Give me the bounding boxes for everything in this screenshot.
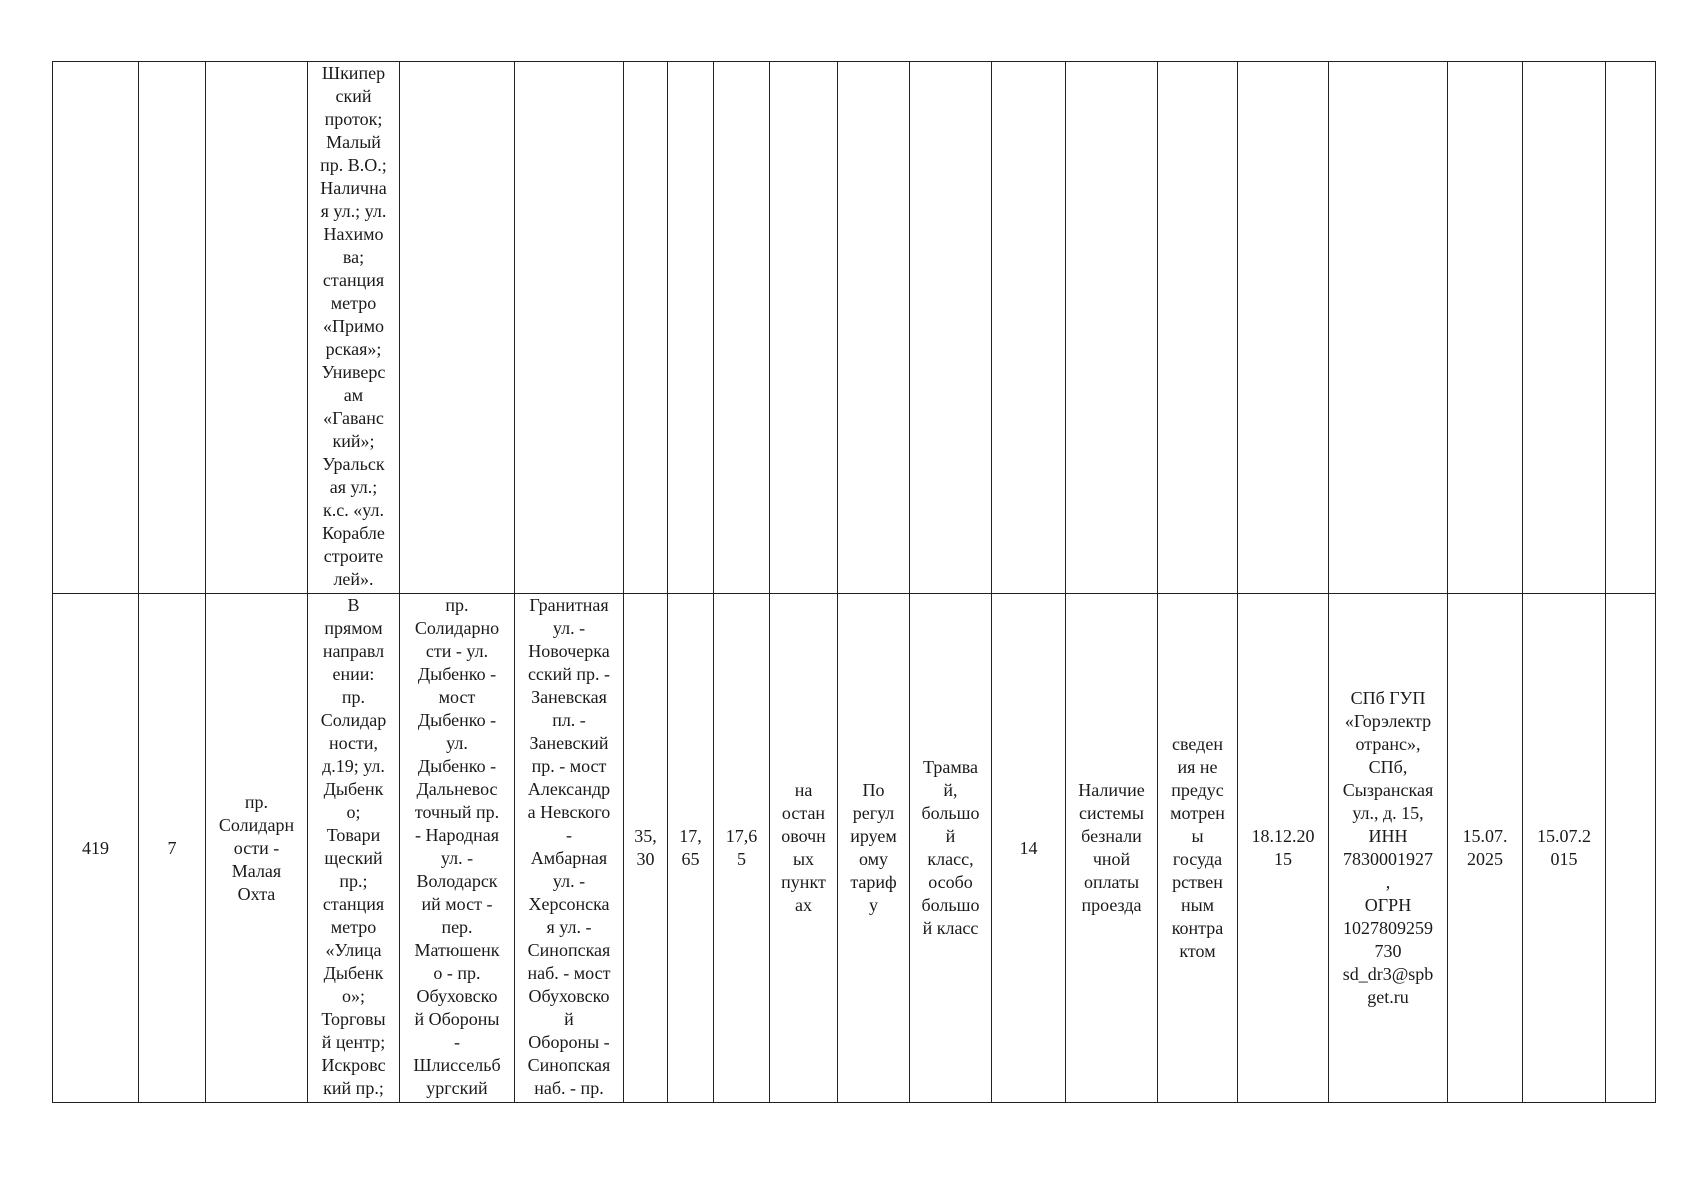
table-row (53, 62, 1656, 594)
cell-contract-date: 15.07.2 015 (1523, 594, 1606, 1103)
cell-route-number: 7 (139, 594, 206, 1103)
cell-length-total: 35, 30 (624, 594, 668, 1103)
cell-carrier: СПб ГУП «Горэлектр отранс», СПб, Сызранская ул., д. 15, ИНН 7830001927 , ОГРН 1027809259 730 sd_dr3@spb get.ru (1329, 594, 1448, 1103)
cell-extra (1606, 594, 1656, 1103)
cell-boarding-order: на остан овочн ых пункт ах (770, 594, 838, 1103)
cell-contract-info (1158, 62, 1238, 594)
cell-stops: Шкипер ский проток; Малый пр. В.О.; Налична я ул.; ул. Нахимо ва; станция метро «Примо рская»; Универс ам «Гаванс кий»; Уральск ая ул.; к.с. «ул. Корабле строите лей». (308, 62, 400, 594)
cell-stops: В прямом направл ении: пр. Солидар ности, д.19; ул. Дыбенк о; Товари щеский пр.; станция метро «Улица Дыбенк о»; Торговы й центр; Искровс кий пр.; (308, 594, 400, 1103)
route-register-table (52, 61, 1656, 1103)
cell-tariff-type: По регул ируем ому тариф у (838, 594, 910, 1103)
cell-length-total (624, 62, 668, 594)
cell-start-date (1238, 62, 1329, 594)
cell-vehicle-type-class (910, 62, 992, 594)
cell-length-forward: 17, 65 (668, 594, 714, 1103)
table-row (53, 594, 1656, 1103)
cell-vehicle-characteristics: Наличие системы безнали чной оплаты проезда (1066, 594, 1158, 1103)
cell-vehicle-characteristics (1066, 62, 1158, 594)
cell-tariff-type (838, 62, 910, 594)
cell-length-backward: 17,6 5 (714, 594, 770, 1103)
cell-route-name: пр. Солидарн ости - Малая Охта (206, 594, 308, 1103)
cell-streets-forward: пр. Солидарно сти - ул. Дыбенко - мост Дыбенко - ул. Дыбенко - Дальневос точный пр. - Народная ул. - Володарск ий мост - пер. Матюшенк о - пр. Обуховско й Обороны - Шлиссельб ургский (400, 594, 515, 1103)
cell-vehicle-count: 14 (992, 594, 1066, 1103)
cell-end-date (1448, 62, 1523, 594)
cell-reg-number (53, 62, 139, 594)
cell-streets-backward: Гранитная ул. - Новочерка сский пр. - Заневская пл. - Заневский пр. - мост Александр а Невского - Амбарная ул. - Херсонска я ул. - Синопская наб. - мост Обуховско й Обороны - Синопская наб. - пр. (515, 594, 624, 1103)
cell-reg-number: 419 (53, 594, 139, 1103)
cell-length-backward (714, 62, 770, 594)
cell-contract-date (1523, 62, 1606, 594)
cell-boarding-order (770, 62, 838, 594)
cell-streets-forward (400, 62, 515, 594)
cell-carrier (1329, 62, 1448, 594)
cell-streets-backward (515, 62, 624, 594)
cell-route-number (139, 62, 206, 594)
cell-extra (1606, 62, 1656, 594)
cell-length-forward (668, 62, 714, 594)
cell-contract-info: сведен ия не предус мотрен ы госуда рствен ным контра ктом (1158, 594, 1238, 1103)
cell-vehicle-type-class: Трамва й, большо й класс, особо большо й класс (910, 594, 992, 1103)
cell-vehicle-count (992, 62, 1066, 594)
cell-start-date: 18.12.20 15 (1238, 594, 1329, 1103)
cell-route-name (206, 62, 308, 594)
cell-end-date: 15.07. 2025 (1448, 594, 1523, 1103)
